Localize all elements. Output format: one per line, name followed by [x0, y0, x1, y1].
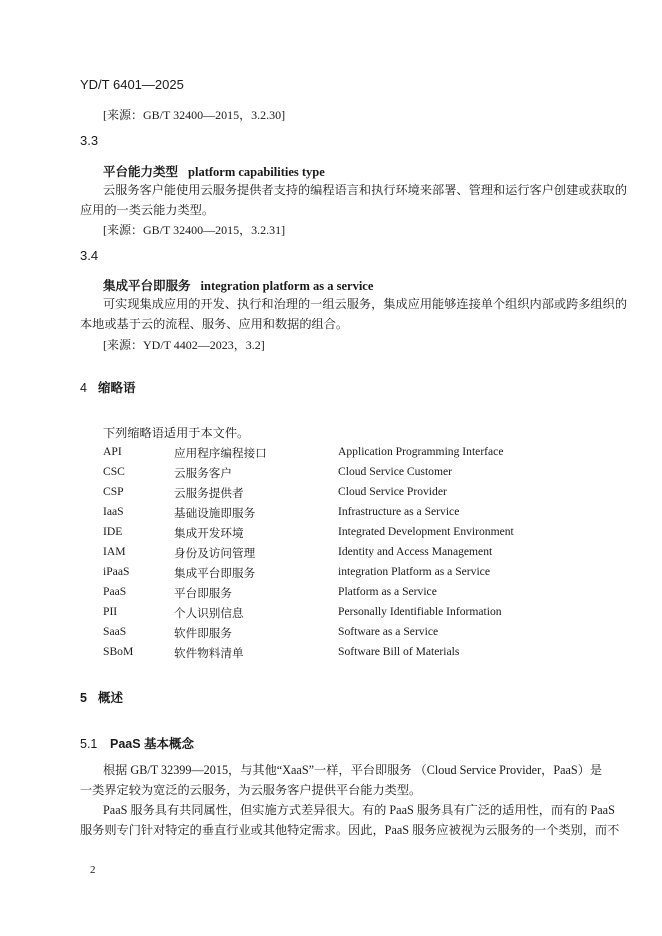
- abbreviation: CSP: [103, 485, 124, 498]
- term-zh: 集成平台即服务: [103, 279, 191, 293]
- abbreviation-zh: 集成平台即服务: [174, 567, 256, 580]
- clause-number: 3.4: [80, 248, 99, 263]
- abbreviation-en: Software as a Service: [338, 625, 439, 638]
- clause-number: 3.3: [80, 133, 99, 148]
- abbreviation-zh: 平台即服务: [174, 587, 232, 600]
- source-note: [来源：GB/T 32400—2015，3.2.31]: [103, 223, 286, 237]
- abbreviation: iPaaS: [103, 565, 130, 578]
- abbreviation-en: Identity and Access Management: [338, 545, 493, 558]
- abbreviation-en: Platform as a Service: [338, 585, 437, 598]
- term-zh: 平台能力类型: [103, 165, 179, 179]
- abbreviations-intro: 下列缩略语适用于本文件。: [103, 426, 250, 440]
- paragraph-line: 根据 GB/T 32399—2015，与其他“XaaS”一样，平台即服务 （Cloud Service Provider，PaaS）是: [103, 763, 603, 777]
- abbreviation: IAM: [103, 545, 126, 558]
- abbreviation: PaaS: [103, 585, 127, 598]
- paragraph-line: 服务则专门针对特定的垂直行业或其他特定需求。因此，PaaS 服务应被视为云服务的一个类别，而不: [80, 823, 620, 837]
- abbreviation-en: Personally Identifiable Information: [338, 605, 502, 618]
- term-en: platform capabilities type: [188, 165, 325, 179]
- abbreviation-en: Cloud Service Provider: [338, 485, 447, 498]
- abbreviation-zh: 基础设施即服务: [174, 507, 256, 520]
- term-entry: [103, 276, 373, 294]
- source-note: [来源：YD/T 4402—2023，3.2]: [103, 338, 265, 352]
- abbreviation-zh: 软件物料清单: [174, 647, 244, 660]
- page-number: 2: [90, 864, 96, 876]
- definition-line: 应用的一类云能力类型。: [80, 203, 215, 217]
- paragraph-line: 一类界定较为宽泛的云服务，为云服务客户提供平台能力类型。: [80, 783, 422, 797]
- abbreviation: CSC: [103, 465, 125, 478]
- abbreviation-en: Infrastructure as a Service: [338, 505, 460, 518]
- abbreviation-zh: 应用程序编程接口: [174, 447, 267, 460]
- abbreviation-en: Software Bill of Materials: [338, 645, 460, 658]
- abbreviation: PII: [103, 605, 118, 618]
- abbreviation: API: [103, 445, 122, 458]
- paragraph-line: PaaS 服务具有共同属性，但实施方式差异很大。有的 PaaS 服务具有广泛的适用性，而有的 PaaS: [103, 803, 615, 817]
- section-title: 概述: [98, 691, 124, 705]
- abbreviation-en: integration Platform as a Service: [338, 565, 490, 578]
- abbreviation: SBoM: [103, 645, 134, 658]
- definition-line: 本地或基于云的流程、服务、应用和数据的组合。: [80, 317, 349, 331]
- source-note: [来源：GB/T 32400—2015，3.2.30]: [103, 108, 286, 122]
- section-heading: [80, 378, 136, 396]
- abbreviation: IDE: [103, 525, 123, 538]
- subsection-title: PaaS 基本概念: [110, 737, 195, 751]
- subsection-number: 5.1: [80, 737, 98, 751]
- abbreviation-en: Cloud Service Customer: [338, 465, 452, 478]
- abbreviation: IaaS: [103, 505, 124, 518]
- definition-line: 可实现集成应用的开发、执行和治理的一组云服务，集成应用能够连接单个组织内部或跨多组织的: [103, 297, 628, 311]
- term-en: integration platform as a service: [200, 279, 374, 293]
- abbreviation-zh: 集成开发环境: [174, 527, 244, 540]
- abbreviation-zh: 云服务提供者: [174, 487, 244, 500]
- abbreviation-en: Application Programming Interface: [338, 445, 504, 458]
- abbreviation-zh: 个人识别信息: [174, 607, 244, 620]
- definition-line: 云服务客户能使用云服务提供者支持的编程语言和执行环境来部署、管理和运行客户创建或获取的: [103, 183, 628, 197]
- section-number: 4: [80, 381, 87, 395]
- term-entry: [103, 162, 325, 180]
- abbreviation-zh: 软件即服务: [174, 627, 232, 640]
- abbreviation-zh: 云服务客户: [174, 467, 232, 480]
- abbreviation-zh: 身份及访问管理: [174, 547, 256, 560]
- subsection-heading: [80, 734, 194, 752]
- section-title: 缩略语: [98, 381, 136, 395]
- section-heading: [80, 688, 123, 706]
- abbreviation: SaaS: [103, 625, 127, 638]
- abbreviation-en: Integrated Development Environment: [338, 525, 514, 538]
- section-number: 5: [80, 691, 87, 705]
- document-code: YD/T 6401—2025: [80, 77, 184, 92]
